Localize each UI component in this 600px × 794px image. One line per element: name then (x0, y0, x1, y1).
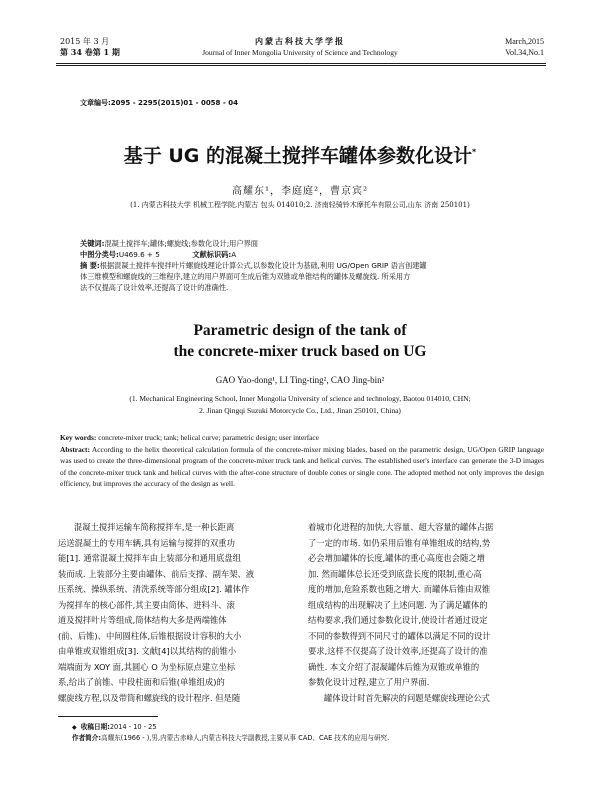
title-en-line1: Parametric design of the tank of (193, 322, 407, 339)
authors-cn: 高耀东¹，李庭庭²，曹京宾² (231, 186, 369, 197)
body-line: 组成结构的出现解决了上述问题. 为了满足罐体的 (308, 599, 488, 610)
doc-id-value: A (231, 250, 237, 259)
header-date-en: March,2015 (505, 37, 544, 46)
header-volume: 第 34 卷第 1 期 (60, 47, 120, 57)
document-code: 文章编号:2095 - 2295(2015)01 - 0058 - 04 (80, 99, 238, 107)
journal-name-en: Journal of Inner Mongolia University of Science and Technology (202, 48, 398, 57)
body-line: 能[1]. 通常混凝土搅拌车由上装部分和通用底盘组 (58, 553, 241, 563)
classification (80, 249, 530, 260)
abstract-cn-line3: 法不仅提高了设计效率,还提高了设计的准确性. (80, 283, 229, 292)
body-line: 运送混凝土的专用车辆,具有运输与搅拌的双重功 (58, 537, 235, 548)
affiliation-cn: (1. 内蒙古科技大学 机械工程学院,内蒙古 包头 014010;2. 济南轻骑铃木摩托车有限公司,山东 济南 250101) (130, 201, 470, 209)
title-cn (0, 141, 600, 168)
title-en-line2: the concrete-mixer truck based on UG (173, 343, 427, 360)
body-column-left (58, 520, 294, 706)
clc-value: U469.6 + 5 (118, 250, 160, 259)
journal-name-cn: 内蒙古科技大学学报 (255, 37, 345, 46)
body-line: 螺旋线方程,以及带筒和螺旋线的设计程序. 但是随 (58, 692, 241, 703)
abstract-cn-label: 摘 要: (80, 261, 100, 270)
body-line: 压系统、操纵系统、清洗系统等部分组成[2]. 罐体作 (58, 584, 250, 594)
affiliation-en (0, 393, 600, 417)
body-line: 为搅拌车的核心部件,其主要由筒体、进料斗、滚 (58, 599, 235, 610)
body-line: 罐体设计时首先解决的问题是螺旋线理论公式 (324, 692, 490, 703)
footnote-received: ◆ 收稿日期:2014 - 10 - 25 (72, 723, 157, 731)
header-rule (56, 63, 546, 64)
keywords-cn: 关键词:混凝土搅拌车;罐体;螺旋线;参数化设计;用户界面 (80, 239, 258, 248)
clc-label: 中图分类号: (80, 250, 119, 259)
body-line: (前、后锥)、中间圆柱体,后锥根据设计容积的大小 (58, 630, 242, 641)
abstract-en: Abstract: According to the helix theoretical calculation formula of the concrete-mixer mixing blades, based on the parametric design, UG/Open GRIP language was used to create the three-dimensional program of the concrete-mixer truck tank and helical curves. The established user's interface can generate the 3-D images of the concrete-mixer truck tank and helical curves with the after-cone structure of double cones or single cone. The adopted method not only improves the design efficiency, but improves the accuracy of the design as well. (60, 445, 544, 488)
header-volume-en: Vol.34,No.1 (505, 48, 544, 57)
header-right (505, 36, 544, 58)
keywords-en: Key words: concrete-mixer truck; tank; helical curve; parametric design; user interface (60, 433, 319, 442)
body-line: 混凝土搅拌运输车简称搅拌车,是一种长距离 (74, 522, 235, 532)
header-rule-2 (56, 65, 546, 66)
body-line: 装而成. 上装部分主要由罐体、前后支撑、副车架、液 (58, 568, 255, 579)
footnote-author: 作者简介:高耀东(1966 - ),男,内蒙古赤峰人,内蒙古科技大学副教授,主要从事 CAD、CAE 技术的应用与研究. (72, 734, 390, 742)
body-line: 必会增加罐体的长度,罐体的重心高度也会随之增 (308, 553, 485, 563)
body-line: 度的增加,危险系数也随之增大. 而罐体后锥由双锥 (308, 584, 491, 594)
affiliation-en-line2: 2. Jinan Qingqi Suzuki Motorcycle Co., Ltd., Jinan 250101, China) (199, 406, 401, 415)
body-column-right (308, 520, 546, 706)
body-line: 着城市化进程的加快,大容量、超大容量的罐体占据 (308, 522, 494, 532)
body-line: 结构要求,我们通过参数化设计,使设计者通过设定 (308, 615, 488, 625)
body-line: 端端面为 XOY 面,其圆心 O 为坐标原点建立坐标 (58, 661, 236, 672)
body-line: 不同的参数得到不同尺寸的罐体以满足不同的设计 (308, 630, 491, 641)
keywords-en-label: Key words: (60, 433, 97, 442)
abstract-en-label: Abstract: (60, 445, 90, 454)
body-line: 加. 然而罐体总长还受到底盘长度的限制,重心高 (308, 568, 482, 579)
affiliation-en-line1: (1. Mechanical Engineering School, Inner Mongolia University of science and technology, Baotou 014010, CHN; (129, 394, 471, 403)
body-line: 参数化设计过程,建立了用户界面. (308, 677, 430, 687)
footnotes (72, 722, 542, 744)
body-line: 了一定的市场. 如仍采用后锥有单锥组成的结构,势 (308, 537, 491, 548)
authors-en: GAO Yao-dong¹, LI Ting-ting², CAO Jing-bin² (215, 375, 385, 385)
title-cn-text: 基于 UG 的混凝土搅拌车罐体参数化设计 (123, 145, 473, 167)
header-left (60, 36, 120, 58)
footnote-rule (58, 716, 158, 717)
doc-id-label: 文献标识码: (192, 250, 232, 259)
body-line: 道及搅拌叶片等组成,筒体结构大多是两端锥体 (58, 615, 227, 625)
header-date: 2015 年 3 月 (60, 37, 110, 46)
keywords-cn-block (80, 238, 530, 293)
header-center (140, 36, 460, 58)
title-en (0, 320, 600, 362)
body-line: 由单锥或双锥组成[3]. 文献[4]以其结构的前锥小 (58, 646, 237, 656)
body-line: 系,给出了前锥、中段柱面和后锥(单锥组成)的 (58, 677, 225, 687)
abstract-cn: 摘 要:根据混凝土搅拌车搅拌叶片螺旋线理论计算公式,以参数化设计为基础,利用 UG/Open GRIP 语言创建罐 (80, 261, 427, 270)
title-footnote-mark: * (472, 147, 477, 157)
body-line: 确性. 本文介绍了混凝罐体后锥为双锥或单锥的 (308, 661, 480, 672)
abstract-cn-line2: 体三维模型和螺旋线的三维程序,建立的用户界面可生成后锥为双锥或单锥结构的罐体及螺旋线. 所采用方 (80, 272, 411, 281)
body-line: 要求,这样不仅提高了设计效率,还提高了设计的准 (308, 646, 488, 656)
